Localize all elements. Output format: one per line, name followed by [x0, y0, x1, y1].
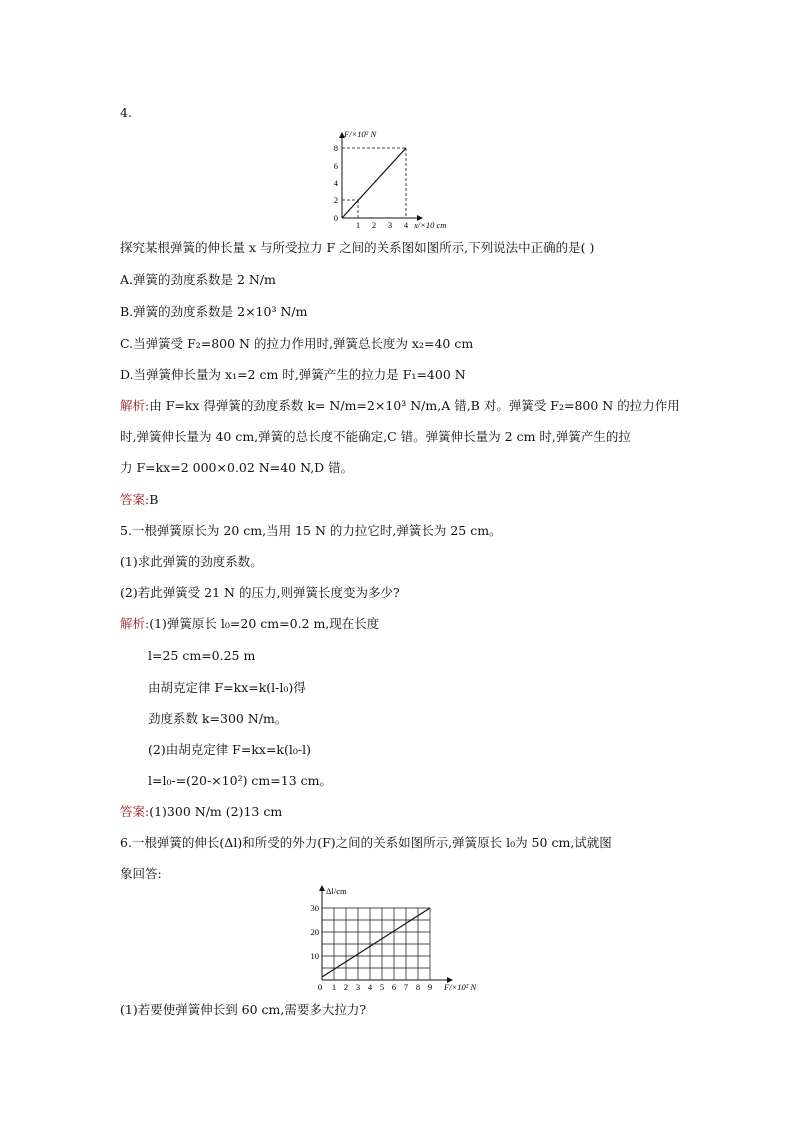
q5-analysis-line-2: l=25 cm=0.25 m [148, 648, 256, 663]
q4-xtick-4: 4 [403, 220, 409, 230]
q4-ytick-8: 8 [333, 143, 338, 153]
q4-ytick-4: 4 [333, 178, 338, 188]
q4-analysis-line-3: 力 F=kx=2 000×0.02 N=40 N,D 错。 [120, 460, 354, 475]
q4-ytick-2: 2 [333, 195, 338, 205]
q4-ytick-0: 0 [333, 213, 338, 223]
q6-xtick-3: 3 [355, 982, 361, 992]
q4-x-label: x/×10 cm [414, 220, 447, 230]
q5-analysis-line-6: l=l₀-=(20-×10²) cm=13 cm。 [148, 773, 332, 788]
q6-xtick-6: 6 [391, 982, 397, 992]
q4-answer-value: B [149, 492, 159, 507]
q4-stem: 探究某根弹簧的伸长量 x 与所受拉力 F 之间的关系图如图所示,下列说法中正确的是( ) [120, 240, 595, 255]
q5-sub-2: (2)若此弹簧受 21 N 的压力,则弹簧长度变为多少? [120, 585, 400, 600]
q4-ytick-6: 6 [333, 161, 338, 171]
q4-analysis-line-1 [120, 398, 680, 414]
q4-option-c: C.当弹簧受 F₂=800 N 的拉力作用时,弹簧总长度为 x₂=40 cm [120, 336, 474, 351]
q5-analysis-line-1 [120, 616, 379, 632]
q6-ytick-10: 10 [310, 951, 319, 961]
q4-xtick-3: 3 [387, 220, 393, 230]
q6-data-line [322, 908, 430, 977]
q4-answer-line [120, 492, 158, 508]
q5-analysis-line-4: 劲度系数 k=300 N/m。 [148, 711, 288, 726]
q5-stem: 5.一根弹簧原长为 20 cm,当用 15 N 的力拉它时,弹簧长为 25 cm。 [120, 523, 502, 538]
q6-x-label: F/×10² N [444, 982, 477, 992]
q6-extension-force-graph [300, 880, 500, 995]
q6-stem-line-1: 6.一根弹簧的伸长(Δl)和所受的外力(F)之间的关系如图所示,弹簧原长 l₀为 50 cm,试就图 [120, 835, 612, 850]
q6-xtick-4: 4 [367, 982, 373, 992]
q4-analysis-label: 解析: [120, 398, 150, 413]
q5-answer-value: (1)300 N/m (2)13 cm [149, 804, 283, 819]
q6-xtick-0: 0 [317, 982, 323, 992]
q6-ytick-30: 30 [310, 903, 319, 913]
q6-ytick-20: 20 [310, 927, 319, 937]
q4-analysis-text-1: 由 F=kx 得弹簧的劲度系数 k= N/m=2×10³ N/m,A 错,B 对。弹簧受 F₂=800 N 的拉力作用 [149, 398, 680, 413]
q6-xtick-9: 9 [427, 982, 433, 992]
q4-option-d: D.当弹簧伸长量为 x₁=2 cm 时,弹簧产生的拉力是 F₁=400 N [120, 367, 466, 382]
q6-xtick-7: 7 [403, 982, 409, 992]
q5-analysis-line-5: (2)由胡克定律 F=kx=k(l₀-l) [148, 742, 311, 757]
q6-sub-1: (1)若要使弹簧伸长到 60 cm,需要多大拉力? [120, 1002, 367, 1017]
q4-option-b: B.弹簧的劲度系数是 2×10³ N/m [120, 304, 308, 319]
q5-analysis-first: (1)弹簧原长 l₀=20 cm=0.2 m,现在长度 [149, 616, 380, 631]
q6-stem-line-2: 象回答: [120, 866, 162, 881]
q6-xtick-1: 1 [331, 982, 337, 992]
q4-xtick-2: 2 [371, 220, 377, 230]
q4-data-line [342, 148, 406, 218]
q6-y-label: Δl/cm [326, 886, 347, 896]
q5-analysis-line-3: 由胡克定律 F=kx=k(l-l₀)得 [148, 680, 306, 695]
q4-xtick-1: 1 [355, 220, 361, 230]
q4-analysis-line-2: 时,弹簧伸长量为 40 cm,弹簧的总长度不能确定,C 错。弹簧伸长量为 2 cm 时,弹簧产生的拉 [120, 429, 631, 444]
q5-answer-line [120, 804, 282, 820]
q4-option-a: A.弹簧的劲度系数是 2 N/m [120, 272, 276, 287]
question-4-number: 4. [120, 105, 132, 120]
q4-y-label: F/×10² N [344, 129, 377, 139]
q4-force-extension-graph [322, 128, 462, 233]
q5-answer-label: 答案: [120, 804, 150, 819]
q4-answer-label: 答案: [120, 492, 150, 507]
q6-xtick-2: 2 [343, 982, 349, 992]
q6-xtick-8: 8 [415, 982, 421, 992]
q5-analysis-label: 解析: [120, 616, 150, 631]
q6-xtick-5: 5 [379, 982, 385, 992]
q5-sub-1: (1)求此弹簧的劲度系数。 [120, 554, 263, 569]
